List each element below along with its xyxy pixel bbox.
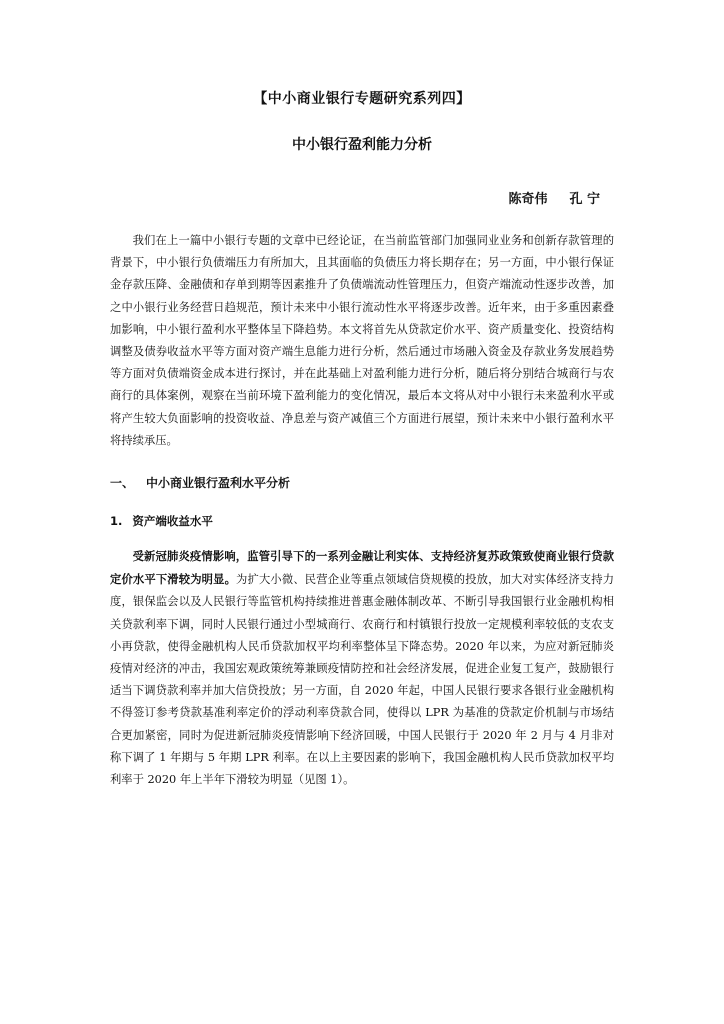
section-title: 中小商业银行盈利水平分析 (146, 476, 291, 491)
section-number: 一、 (110, 476, 135, 491)
author-2: 孔 宁 (569, 192, 600, 207)
subsection-title: 资产端收益水平 (132, 514, 213, 529)
author-1: 陈奇伟 (508, 192, 548, 207)
document-title: 中小银行盈利能力分析 (292, 137, 432, 153)
authors (110, 188, 600, 207)
body-paragraph (110, 545, 614, 791)
body-text: 为扩大小微、民营企业等重点领域信贷规模的投放，加大对实体经济支持力度，银保监会以及人民银行等监管机构持续推进普惠金融体制改革、不断引导我国银行业金融机构相关贷款利率下调，同时人民银行通过小型城商行、农商行和村镇银行投放一定规模利率较低的支农支小再贷款，使得金融机构人民币贷款加权平均利率整体呈下降态势。2020 年以来，为应对新冠肺炎疫情对经济的冲击，我国宏观政策统筹兼顾疫情防控和社会经济发展，促进企业复工复产，鼓励银行适当下调贷款利率并加大信贷投放；另一方面，自 2020 年起，中国人民银行要求各银行业金融机构不得签订参考贷款基准利率定价的浮动利率贷款合同，使得以 LPR 为基准的贷款定价机制与市场结合更加紧密，同时为促进新冠肺炎疫情影响下经济回暖，中国人民银行于 2020 年 2 月与 4 月非对称下调了 1 年期与 5 年期 LPR 利率。在以上主要因素的影响下，我国金融机构人民币贷款加权平均利率于 2020 年上半年下滑较为明显（见图 1）。 (110, 573, 614, 787)
body-lead-sentence: 受新冠肺炎疫情影响，监管引导下的一系列金融让利实体、支持经济复苏政策致使商业银行贷款定价水平下滑较为明显。 (110, 549, 614, 587)
section-heading-1 (110, 474, 614, 491)
series-title: 【中小商业银行专题研究系列四】 (253, 91, 471, 107)
intro-paragraph: 我们在上一篇中小银行专题的文章中已经论证，在当前监管部门加强同业业务和创新存款管理的背景下，中小银行负债端压力有所加大，且其面临的负债压力将长期存在；另一方面，中小银行保证金存款压降、金融债和存单到期等因素推升了负债端流动性管理压力，但资产端流动性逐步改善，加之中小银行业务经营日趋规范，预计未来中小银行流动性水平将逐步改善。近年来，由于多重因素叠加影响，中小银行盈利水平整体呈下降趋势。本文将首先从贷款定价水平、资产质量变化、投资结构调整及债券收益水平等方面对资产端生息能力进行分析，然后通过市场融入资金及存款业务发展趋势等方面对负债端资金成本进行探讨，并在此基础上对盈利能力进行分析，随后将分别结合城商行与农商行的具体案例，观察在当前环境下盈利能力的变化情况，最后本文将从对中小银行未来盈利水平或将产生较大负面影响的投资收益、净息差与资产减值三个方面进行展望，预计未来中小银行盈利水平将持续承压。 (110, 234, 614, 447)
subsection-number: 1. (110, 514, 123, 529)
subsection-heading-1 (110, 513, 614, 529)
